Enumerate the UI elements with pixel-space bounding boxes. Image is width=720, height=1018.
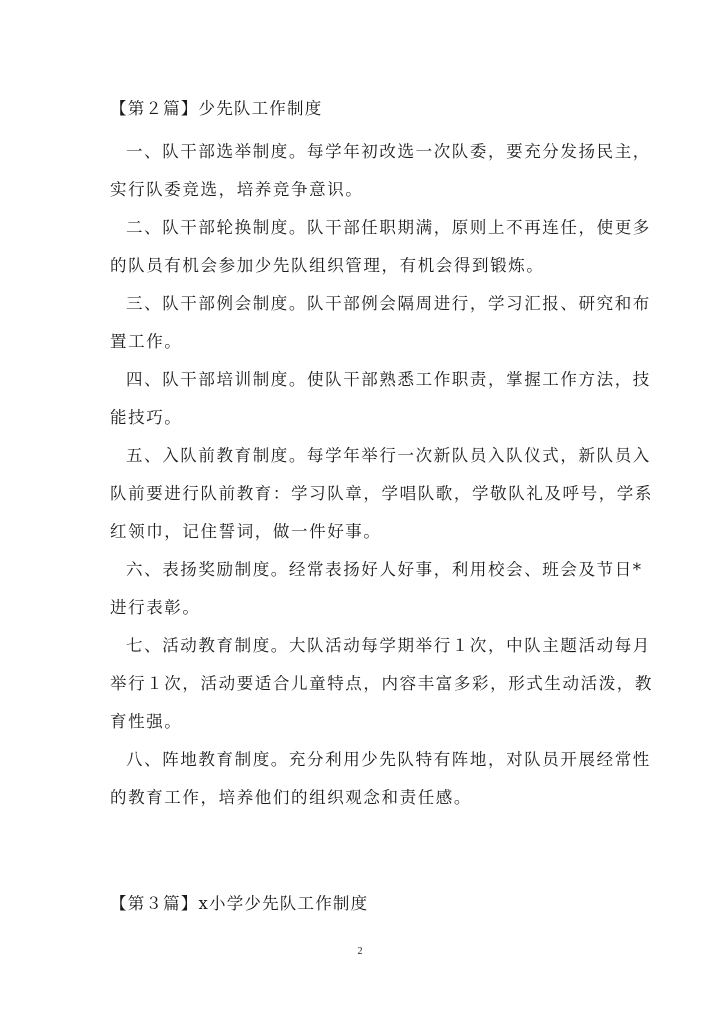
paragraph-7-line-3: 育性强。	[110, 712, 183, 731]
paragraph-7-line-1: 七、活动教育制度。大队活动每学期举行１次，中队主题活动每月	[126, 636, 651, 655]
page-number: 2	[357, 946, 363, 957]
paragraph-2-line-2: 的队员有机会参加少先队组织管理，有机会得到锻炼。	[110, 256, 545, 275]
paragraph-6-line-1: 六、表扬奖励制度。经常表扬好人好事，利用校会、班会及节日*	[126, 560, 643, 579]
paragraph-8-line-1: 八、阵地教育制度。充分利用少先队特有阵地，对队员开展经常性	[126, 750, 651, 769]
paragraph-8-line-2: 的教育工作，培养他们的组织观念和责任感。	[110, 788, 472, 807]
paragraph-5-line-3: 红领巾，记住誓词，做一件好事。	[110, 522, 382, 541]
paragraph-2-line-1: 二、队干部轮换制度。队干部任职期满，原则上不再连任，使更多	[126, 218, 651, 237]
section-2-heading: 【第２篇】少先队工作制度	[110, 99, 323, 118]
paragraph-5-line-1: 五、入队前教育制度。每学年举行一次新队员入队仪式，新队员入	[126, 446, 651, 465]
paragraph-3-line-1: 三、队干部例会制度。队干部例会隔周进行，学习汇报、研究和布	[126, 294, 651, 313]
paragraph-1-line-1: 一、队干部选举制度。每学年初改选一次队委，要充分发扬民主，	[126, 142, 651, 161]
paragraph-5-line-2: 队前要进行队前教育：学习队章，学唱队歌，学敬队礼及呼号，学系	[110, 484, 653, 503]
paragraph-3-line-2: 置工作。	[110, 332, 183, 351]
paragraph-7-line-2: 举行１次，活动要适合儿童特点，内容丰富多彩，形式生动活泼，教	[110, 674, 653, 693]
paragraph-4-line-2: 能技巧。	[110, 408, 183, 427]
paragraph-6-line-2: 进行表彰。	[110, 598, 201, 617]
paragraph-4-line-1: 四、队干部培训制度。使队干部熟悉工作职责，掌握工作方法，技	[126, 370, 651, 389]
paragraph-1-line-2: 实行队委竞选，培养竞争意识。	[110, 180, 364, 199]
section-3-heading: 【第３篇】x小学少先队工作制度	[110, 894, 369, 913]
